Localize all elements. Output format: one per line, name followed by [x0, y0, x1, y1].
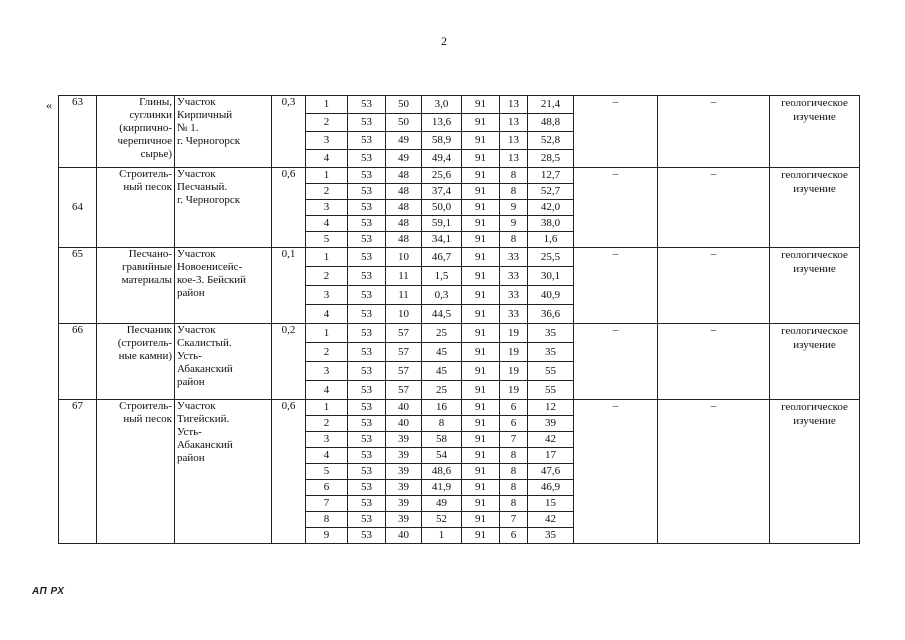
coordinate-cell: 19	[500, 381, 528, 400]
coordinate-cell: 91	[462, 286, 500, 305]
empty-column-dash-text: –	[612, 400, 619, 412]
coordinate-cell: 8	[500, 232, 528, 248]
empty-column-dash	[574, 324, 658, 400]
coordinate-cell: 6	[500, 400, 528, 416]
coordinate-cell: 53	[348, 114, 386, 132]
usage-purpose-text: геологическое изучение	[781, 169, 848, 195]
table-row	[59, 324, 860, 343]
coordinate-cell: 91	[462, 343, 500, 362]
site-name-text: Участок Новоенисейс- кое-3. Бейский район	[177, 248, 247, 299]
coordinate-cell: 52,8	[528, 132, 574, 150]
coordinate-cell: 13	[500, 150, 528, 168]
site-name	[175, 96, 272, 168]
mineral-type	[97, 324, 175, 400]
coordinate-cell: 53	[348, 184, 386, 200]
empty-column-dash-text: –	[710, 248, 717, 260]
coordinate-cell: 91	[462, 184, 500, 200]
coordinate-cell: 53	[348, 362, 386, 381]
coordinate-cell: 47,6	[528, 464, 574, 480]
site-area	[272, 324, 306, 400]
coordinate-cell: 35	[528, 343, 574, 362]
deposit-number	[59, 96, 97, 168]
coordinate-cell: 91	[462, 432, 500, 448]
coordinate-cell: 7	[500, 432, 528, 448]
point-number: 1	[306, 248, 348, 267]
coordinate-cell: 53	[348, 528, 386, 544]
site-area-text: 0,2	[281, 324, 296, 336]
coordinate-cell: 57	[386, 362, 422, 381]
coordinate-cell: 53	[348, 480, 386, 496]
coordinate-cell: 50	[386, 96, 422, 114]
mineral-type	[97, 248, 175, 324]
coordinate-cell: 39	[528, 416, 574, 432]
coordinate-cell: 91	[462, 267, 500, 286]
coordinate-cell: 44,5	[422, 305, 462, 324]
usage-purpose	[770, 248, 860, 324]
usage-purpose	[770, 168, 860, 248]
mineral-type-text: Песчаник (строитель- ные камни)	[117, 324, 172, 362]
coordinate-cell: 91	[462, 324, 500, 343]
coordinate-cell: 53	[348, 267, 386, 286]
coordinate-cell: 42,0	[528, 200, 574, 216]
point-number: 1	[306, 96, 348, 114]
coordinate-cell: 1,6	[528, 232, 574, 248]
coordinate-cell: 40	[386, 416, 422, 432]
coordinate-cell: 7	[500, 512, 528, 528]
coordinate-cell: 48	[386, 216, 422, 232]
point-number: 2	[306, 343, 348, 362]
usage-purpose	[770, 96, 860, 168]
coordinate-cell: 53	[348, 400, 386, 416]
coordinate-cell: 48	[386, 200, 422, 216]
usage-purpose-text: геологическое изучение	[781, 97, 848, 123]
coordinate-cell: 91	[462, 96, 500, 114]
coordinate-cell: 10	[386, 305, 422, 324]
coordinate-cell: 49	[386, 150, 422, 168]
table-row	[59, 248, 860, 267]
site-area	[272, 96, 306, 168]
coordinate-cell: 13	[500, 114, 528, 132]
point-number: 4	[306, 381, 348, 400]
site-area-text: 0,3	[281, 96, 296, 108]
coordinate-cell: 50,0	[422, 200, 462, 216]
coordinate-cell: 39	[386, 480, 422, 496]
site-name-text: Участок Тигейский. Усть- Абаканский район	[177, 400, 233, 464]
coordinate-cell: 34,1	[422, 232, 462, 248]
coordinate-cell: 3,0	[422, 96, 462, 114]
site-area	[272, 248, 306, 324]
coordinate-cell: 19	[500, 362, 528, 381]
coordinate-cell: 38,0	[528, 216, 574, 232]
coordinate-cell: 30,1	[528, 267, 574, 286]
empty-column-dash-text: –	[612, 96, 619, 108]
coordinate-cell: 1,5	[422, 267, 462, 286]
deposit-number	[59, 168, 97, 248]
coordinate-cell: 91	[462, 150, 500, 168]
mineral-type-text: Глины, суглинки (кирпично- черепичное сырье)	[117, 96, 172, 160]
coordinate-cell: 40	[386, 528, 422, 544]
site-name-text: Участок Скалистый. Усть- Абаканский район	[177, 324, 233, 388]
coordinate-cell: 53	[348, 150, 386, 168]
site-area-text: 0,1	[281, 248, 296, 260]
coordinate-cell: 48	[386, 184, 422, 200]
coordinate-cell: 91	[462, 362, 500, 381]
site-area	[272, 400, 306, 544]
coordinate-cell: 42	[528, 512, 574, 528]
coordinate-cell: 57	[386, 343, 422, 362]
coordinate-cell: 91	[462, 480, 500, 496]
coordinate-cell: 53	[348, 324, 386, 343]
coordinate-cell: 21,4	[528, 96, 574, 114]
coordinate-cell: 53	[348, 343, 386, 362]
coordinate-cell: 91	[462, 400, 500, 416]
coordinate-cell: 11	[386, 286, 422, 305]
coordinate-cell: 91	[462, 232, 500, 248]
empty-column-dash-text: –	[612, 248, 619, 260]
coordinate-cell: 40	[386, 400, 422, 416]
deposit-number	[59, 324, 97, 400]
coordinate-cell: 0,3	[422, 286, 462, 305]
point-number: 6	[306, 480, 348, 496]
coordinate-cell: 53	[348, 232, 386, 248]
point-number: 5	[306, 232, 348, 248]
coordinate-cell: 15	[528, 496, 574, 512]
point-number: 2	[306, 416, 348, 432]
point-number: 7	[306, 496, 348, 512]
deposit-number-text: 63	[72, 96, 83, 108]
coordinate-cell: 16	[422, 400, 462, 416]
coordinate-cell: 53	[348, 512, 386, 528]
coordinate-cell: 53	[348, 168, 386, 184]
usage-purpose-text: геологическое изучение	[781, 325, 848, 351]
empty-column-dash-text: –	[612, 324, 619, 336]
coordinate-cell: 55	[528, 362, 574, 381]
coordinate-cell: 25	[422, 324, 462, 343]
coordinate-cell: 53	[348, 432, 386, 448]
coordinate-cell: 33	[500, 248, 528, 267]
coordinate-cell: 42	[528, 432, 574, 448]
deposit-number-text: 64	[72, 201, 83, 213]
point-number: 3	[306, 432, 348, 448]
site-name	[175, 400, 272, 544]
coordinate-cell: 91	[462, 512, 500, 528]
opening-quote-mark: «	[46, 98, 52, 112]
empty-column-dash	[658, 324, 770, 400]
coordinate-cell: 91	[462, 305, 500, 324]
coordinate-cell: 12,7	[528, 168, 574, 184]
coordinate-cell: 49,4	[422, 150, 462, 168]
coordinate-cell: 8	[500, 480, 528, 496]
coordinate-cell: 39	[386, 464, 422, 480]
coordinate-cell: 11	[386, 267, 422, 286]
coordinate-cell: 53	[348, 96, 386, 114]
point-number: 2	[306, 114, 348, 132]
site-name-text: Участок Кирпичный № 1. г. Черногорск	[177, 96, 241, 147]
coordinate-cell: 25,5	[528, 248, 574, 267]
coordinate-cell: 91	[462, 168, 500, 184]
coordinate-cell: 13	[500, 132, 528, 150]
coordinate-cell: 45	[422, 362, 462, 381]
point-number: 1	[306, 324, 348, 343]
coordinate-cell: 91	[462, 381, 500, 400]
coordinate-cell: 48	[386, 232, 422, 248]
coordinate-cell: 52,7	[528, 184, 574, 200]
coordinate-cell: 6	[500, 528, 528, 544]
coordinate-cell: 17	[528, 448, 574, 464]
coordinate-cell: 6	[500, 416, 528, 432]
coordinate-cell: 53	[348, 132, 386, 150]
point-number: 5	[306, 464, 348, 480]
point-number: 9	[306, 528, 348, 544]
mineral-type	[97, 168, 175, 248]
coordinate-cell: 8	[500, 168, 528, 184]
coordinate-cell: 46,9	[528, 480, 574, 496]
coordinate-cell: 54	[422, 448, 462, 464]
coordinate-cell: 12	[528, 400, 574, 416]
coordinate-cell: 53	[348, 381, 386, 400]
coordinate-cell: 58,9	[422, 132, 462, 150]
usage-purpose-text: геологическое изучение	[781, 401, 848, 427]
point-number: 8	[306, 512, 348, 528]
site-area-text: 0,6	[281, 168, 296, 180]
coordinate-cell: 91	[462, 248, 500, 267]
mineral-type	[97, 400, 175, 544]
coordinate-cell: 91	[462, 216, 500, 232]
coordinate-cell: 53	[348, 216, 386, 232]
coordinate-cell: 52	[422, 512, 462, 528]
table-row	[59, 96, 860, 114]
point-number: 4	[306, 448, 348, 464]
empty-column-dash-text: –	[710, 400, 717, 412]
coordinate-cell: 91	[462, 528, 500, 544]
usage-purpose	[770, 324, 860, 400]
usage-purpose	[770, 400, 860, 544]
coordinate-cell: 33	[500, 305, 528, 324]
empty-column-dash	[574, 248, 658, 324]
point-number: 2	[306, 267, 348, 286]
coordinate-cell: 8	[500, 496, 528, 512]
point-number: 4	[306, 305, 348, 324]
coordinate-cell: 10	[386, 248, 422, 267]
coordinate-cell: 55	[528, 381, 574, 400]
coordinate-cell: 19	[500, 343, 528, 362]
coordinate-cell: 49	[422, 496, 462, 512]
coordinate-cell: 91	[462, 132, 500, 150]
coordinate-cell: 59,1	[422, 216, 462, 232]
coordinate-cell: 58	[422, 432, 462, 448]
point-number: 3	[306, 286, 348, 305]
deposit-number	[59, 400, 97, 544]
point-number: 2	[306, 184, 348, 200]
coordinate-cell: 57	[386, 324, 422, 343]
coordinate-cell: 53	[348, 200, 386, 216]
coordinate-cell: 25	[422, 381, 462, 400]
coordinate-cell: 53	[348, 248, 386, 267]
coordinate-cell: 39	[386, 448, 422, 464]
empty-column-dash-text: –	[710, 168, 717, 180]
empty-column-dash	[574, 400, 658, 544]
site-name	[175, 248, 272, 324]
point-number: 4	[306, 216, 348, 232]
archive-stamp: АП РХ	[32, 586, 65, 597]
point-number: 4	[306, 150, 348, 168]
usage-purpose-text: геологическое изучение	[781, 249, 848, 275]
coordinate-cell: 53	[348, 448, 386, 464]
coordinate-cell: 49	[386, 132, 422, 150]
coordinate-cell: 46,7	[422, 248, 462, 267]
empty-column-dash-text: –	[710, 324, 717, 336]
mineral-type-text: Строитель- ный песок	[119, 400, 172, 425]
coordinate-cell: 91	[462, 448, 500, 464]
site-area	[272, 168, 306, 248]
point-number: 3	[306, 362, 348, 381]
site-name	[175, 168, 272, 248]
coordinate-cell: 33	[500, 286, 528, 305]
coordinate-cell: 91	[462, 114, 500, 132]
deposits-table	[58, 95, 860, 544]
coordinate-cell: 19	[500, 324, 528, 343]
coordinate-cell: 8	[500, 184, 528, 200]
coordinate-cell: 35	[528, 528, 574, 544]
deposit-number	[59, 248, 97, 324]
empty-column-dash	[658, 168, 770, 248]
deposit-number-text: 67	[72, 400, 83, 412]
empty-column-dash-text: –	[612, 168, 619, 180]
coordinate-cell: 8	[500, 448, 528, 464]
point-number: 3	[306, 132, 348, 150]
coordinate-cell: 13	[500, 96, 528, 114]
table-row	[59, 168, 860, 184]
coordinate-cell: 48,6	[422, 464, 462, 480]
empty-column-dash	[658, 400, 770, 544]
coordinate-cell: 1	[422, 528, 462, 544]
site-name-text: Участок Песчаный. г. Черногорск	[177, 168, 241, 206]
coordinate-cell: 9	[500, 216, 528, 232]
coordinate-cell: 45	[422, 343, 462, 362]
site-name	[175, 324, 272, 400]
point-number: 1	[306, 400, 348, 416]
coordinate-cell: 33	[500, 267, 528, 286]
coordinate-cell: 39	[386, 512, 422, 528]
empty-column-dash	[658, 96, 770, 168]
point-number: 3	[306, 200, 348, 216]
empty-column-dash	[574, 96, 658, 168]
coordinate-cell: 36,6	[528, 305, 574, 324]
coordinate-cell: 57	[386, 381, 422, 400]
point-number: 1	[306, 168, 348, 184]
coordinate-cell: 53	[348, 286, 386, 305]
coordinate-cell: 53	[348, 305, 386, 324]
mineral-type	[97, 96, 175, 168]
deposit-number-text: 65	[72, 248, 83, 260]
empty-column-dash	[658, 248, 770, 324]
coordinate-cell: 91	[462, 416, 500, 432]
coordinate-cell: 48	[386, 168, 422, 184]
table-row	[59, 400, 860, 416]
coordinate-cell: 91	[462, 464, 500, 480]
coordinate-cell: 8	[422, 416, 462, 432]
coordinate-cell: 37,4	[422, 184, 462, 200]
coordinate-cell: 41,9	[422, 480, 462, 496]
coordinate-cell: 50	[386, 114, 422, 132]
coordinate-cell: 8	[500, 464, 528, 480]
coordinate-cell: 53	[348, 416, 386, 432]
coordinate-cell: 91	[462, 496, 500, 512]
empty-column-dash-text: –	[710, 96, 717, 108]
coordinate-cell: 91	[462, 200, 500, 216]
coordinate-cell: 48,8	[528, 114, 574, 132]
coordinate-cell: 40,9	[528, 286, 574, 305]
empty-column-dash	[574, 168, 658, 248]
deposit-number-text: 66	[72, 324, 83, 336]
site-area-text: 0,6	[281, 400, 296, 412]
coordinate-cell: 39	[386, 432, 422, 448]
coordinate-cell: 53	[348, 496, 386, 512]
mineral-type-text: Песчано- гравийные материалы	[121, 248, 172, 286]
coordinate-cell: 13,6	[422, 114, 462, 132]
coordinate-cell: 53	[348, 464, 386, 480]
coordinate-cell: 28,5	[528, 150, 574, 168]
page-number: 2	[441, 34, 447, 48]
coordinate-cell: 25,6	[422, 168, 462, 184]
coordinate-cell: 39	[386, 496, 422, 512]
mineral-type-text: Строитель- ный песок	[119, 168, 172, 193]
coordinate-cell: 35	[528, 324, 574, 343]
coordinate-cell: 9	[500, 200, 528, 216]
